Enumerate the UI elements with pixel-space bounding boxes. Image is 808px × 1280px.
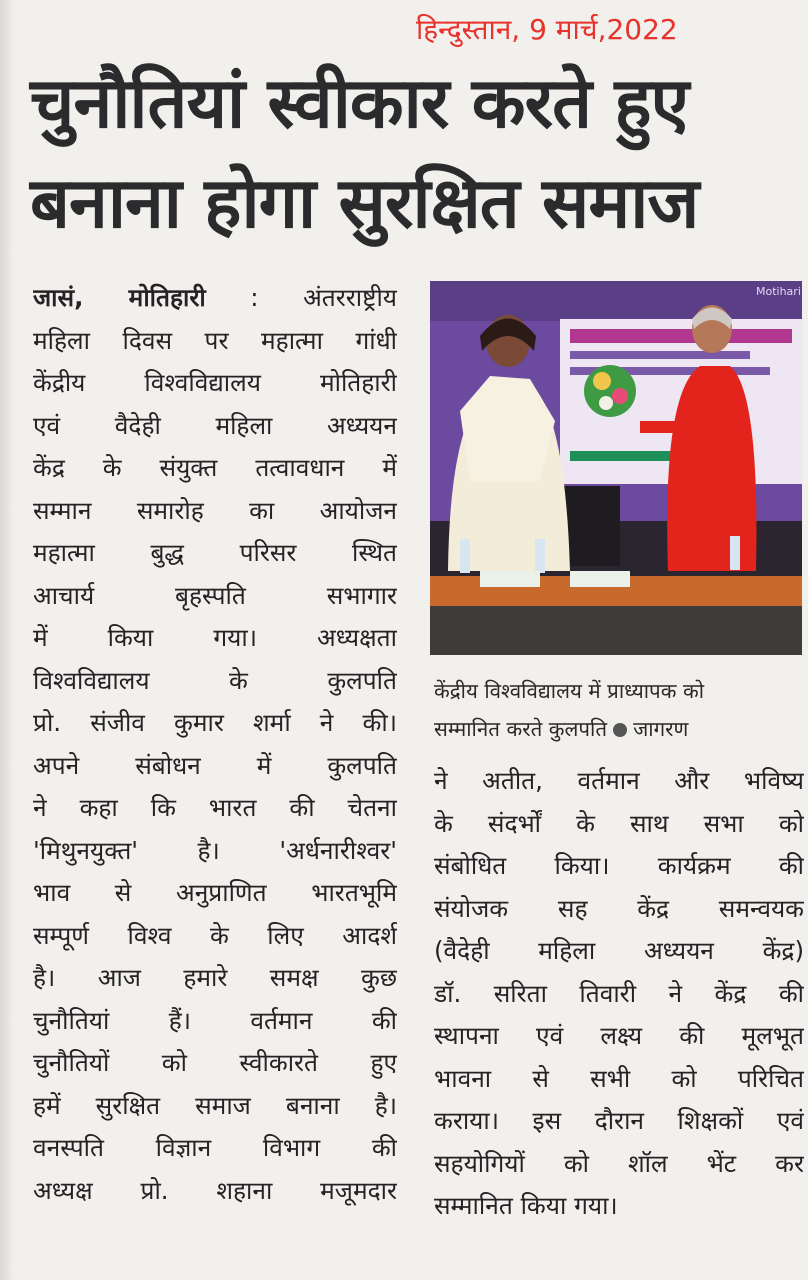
article-line: ने अतीत, वर्तमान और भविष्य (434, 766, 804, 795)
page-edge-shadow (0, 0, 14, 1280)
bullet-icon (613, 723, 627, 737)
article-line: संयोजक सह केंद्र समन्वयक (434, 893, 804, 923)
photo-credit: जागरण (633, 717, 689, 741)
article-line: विश्वविद्यालय के कुलपति (33, 665, 397, 695)
article-line: में किया गया। अध्यक्षता (33, 623, 397, 652)
caption-line-2 (434, 710, 804, 748)
article-line: केंद्र के संयुक्त तत्वावधान में (33, 453, 397, 482)
article-line: चुनौतियां हैं। वर्तमान की (33, 1005, 397, 1035)
article-line: महिला दिवस पर महात्मा गांधी (33, 325, 397, 355)
article-line: अध्यक्ष प्रो. शहाना मजूमदार (33, 1175, 397, 1205)
article-line: सम्मान समारोह का आयोजन (33, 495, 397, 525)
article-line: 'मिथुनयुक्त' है। 'अर्धनारीश्वर' (33, 835, 397, 865)
article-line: प्रो. संजीव कुमार शर्मा ने की। (33, 708, 397, 737)
article-line: चुनौतियों को स्वीकारते हुए (33, 1048, 397, 1077)
news-photo (430, 281, 802, 655)
article-line: भावना से सभी को परिचित (434, 1063, 804, 1093)
article-right-column (434, 760, 804, 1228)
article-line: सम्मानित किया गया। (434, 1191, 618, 1220)
article-line: हमें सुरक्षित समाज बनाना है। (33, 1090, 397, 1120)
banner-text: Motihari (756, 285, 801, 298)
article-line: (वैदेही महिला अध्ययन केंद्र) (434, 936, 804, 965)
article-line-text: : अंतरराष्ट्रीय (250, 283, 397, 312)
article-line: ने कहा कि भारत की चेतना (33, 793, 397, 822)
article-line: अपने संबोधन में कुलपति (33, 750, 397, 780)
headline-line-2: बनाना होगा सुरक्षित समाज (30, 162, 699, 244)
caption-line-1: केंद्रीय विश्वविद्यालय में प्राध्यापक को (434, 679, 705, 703)
article-line: संबोधित किया। कार्यक्रम की (434, 851, 804, 880)
article-line: स्थापना एवं लक्ष्य की मूलभूत (434, 1021, 804, 1050)
article-line (33, 277, 397, 320)
caption-line-2-text: सम्मानित करते कुलपति (434, 717, 608, 741)
article-line: आचार्य बृहस्पति सभागार (33, 580, 397, 610)
photo-caption (434, 672, 804, 748)
article-line: भाव से अनुप्राणित भारतभूमि (33, 878, 397, 907)
article-line: सम्पूर्ण विश्व के लिए आदर्श (33, 920, 397, 950)
article-line: डॉ. सरिता तिवारी ने केंद्र की (434, 978, 804, 1008)
article-line: है। आज हमारे समक्ष कुछ (33, 963, 397, 992)
article-line: एवं वैदेही महिला अध्ययन (33, 410, 397, 440)
photo-illustration (430, 281, 802, 655)
article-left-column (33, 277, 397, 1212)
source-date-label: हिन्दुस्तान, 9 मार्च,2022 (416, 13, 678, 46)
article-line: सहयोगियों को शॉल भेंट कर (434, 1148, 804, 1178)
article-line: महात्मा बुद्ध परिसर स्थित (33, 538, 397, 567)
article-line: कराया। इस दौरान शिक्षकों एवं (434, 1106, 804, 1135)
article-line: के संदर्भों के साथ सभा को (434, 808, 804, 838)
article-line: वनस्पति विज्ञान विभाग की (33, 1133, 397, 1162)
dateline: जासं, मोतिहारी (33, 283, 206, 312)
headline-line-1: चुनौतियां स्वीकार करते हुए (30, 62, 689, 144)
article-line: केंद्रीय विश्वविद्यालय मोतिहारी (33, 368, 397, 397)
